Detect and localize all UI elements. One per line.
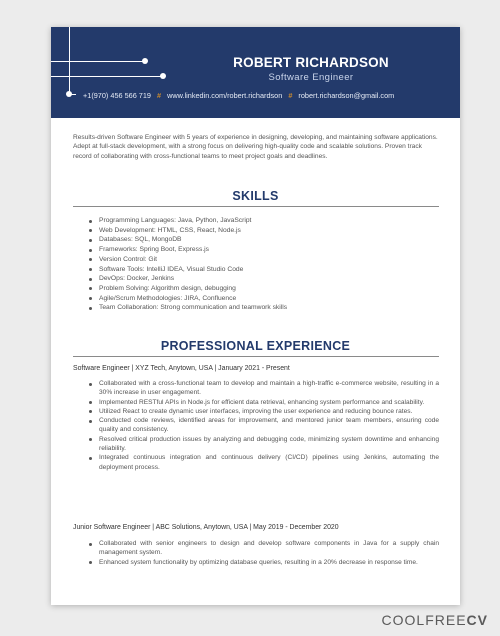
- watermark-suffix: CV: [466, 612, 488, 628]
- skill-item: Frameworks: Spring Boot, Express.js: [89, 245, 439, 255]
- email-link[interactable]: robert.richardson@gmail.com: [298, 91, 395, 100]
- resume-header: [51, 27, 460, 118]
- job-bullet: Collaborated with a cross-functional team to develop and maintain a high-traffic e-commerce website, resulting in a 30% increase in user engagement.: [89, 379, 439, 398]
- skill-item: DevOps: Docker, Jenkins: [89, 274, 439, 284]
- job-bullet: Enhanced system functionality by optimizing database queries, resulting in a 20% decrease in response time.: [89, 558, 439, 567]
- contact-separator: #: [157, 91, 162, 100]
- contact-separator: #: [288, 91, 293, 100]
- skill-item: Version Control: Git: [89, 255, 439, 265]
- professional-summary: Results-driven Software Engineer with 5 years of experience in designing, developing, and maintaining software applications. Adept at full-stack development, with a strong focus on delivering high-quality code and scalable solutions. Proven track record of collaborating with cross-functional teams to meet project goals and deadlines.: [73, 134, 438, 160]
- job-bullet: Resolved critical production issues by analyzing and debugging code, minimizing system downtime and enhancing reliability.: [89, 435, 439, 454]
- candidate-name: ROBERT RICHARDSON: [233, 55, 389, 70]
- coolfreecv-watermark-logo: [382, 612, 488, 628]
- resume-page: [51, 27, 460, 605]
- experience-heading: PROFESSIONAL EXPERIENCE: [160, 339, 351, 353]
- job-bullet: Conducted code reviews, identified areas for improvement, and mentored junior team members, ensuring code quality and consistency.: [89, 416, 439, 435]
- decorative-line: [51, 76, 163, 77]
- skills-list: [89, 216, 439, 313]
- decorative-dot: [66, 91, 72, 97]
- candidate-title: Software Engineer: [268, 72, 354, 83]
- skill-item: Programming Languages: Java, Python, JavaScript: [89, 216, 439, 226]
- decorative-line: [51, 61, 145, 62]
- job-bullet: Utilized React to create dynamic user interfaces, improving the user experience and reducing bounce rates.: [89, 407, 439, 416]
- skill-item: Databases: SQL, MongoDB: [89, 235, 439, 245]
- job-bullet: Implemented RESTful APIs in Node.js for efficient data retrieval, enhancing system performance and scalability.: [89, 398, 439, 407]
- job-bullet: Integrated continuous integration and continuous delivery (CI/CD) pipelines using Jenkins, automating the deployment process.: [89, 453, 439, 472]
- job-title-line: Software Engineer | XYZ Tech, Anytown, USA | January 2021 - Present: [73, 365, 290, 372]
- job-bullet: Collaborated with senior engineers to design and develop software components in Java for a supply chain management system.: [89, 539, 439, 558]
- job-bullets: [89, 379, 439, 472]
- skill-item: Agile/Scrum Methodologies: JIRA, Confluence: [89, 294, 439, 304]
- section-divider: [73, 206, 439, 207]
- skill-item: Software Tools: IntelliJ IDEA, Visual Studio Code: [89, 265, 439, 275]
- phone-number: +1(970) 456 566 719: [83, 91, 151, 100]
- contact-line: [83, 91, 394, 100]
- skill-item: Team Collaboration: Strong communication and teamwork skills: [89, 303, 439, 313]
- watermark-brand: COOLFREE: [381, 612, 467, 628]
- job-title-line: Junior Software Engineer | ABC Solutions, Anytown, USA | May 2019 - December 2020: [73, 524, 339, 531]
- skill-item: Problem Solving: Algorithm design, debugging: [89, 284, 439, 294]
- section-divider: [73, 356, 439, 357]
- linkedin-link[interactable]: www.linkedin.com/robert.richardson: [167, 91, 283, 100]
- job-bullets: [89, 539, 439, 567]
- skills-heading: SKILLS: [232, 189, 279, 203]
- decorative-dot: [142, 58, 148, 64]
- skill-item: Web Development: HTML, CSS, React, Node.js: [89, 226, 439, 236]
